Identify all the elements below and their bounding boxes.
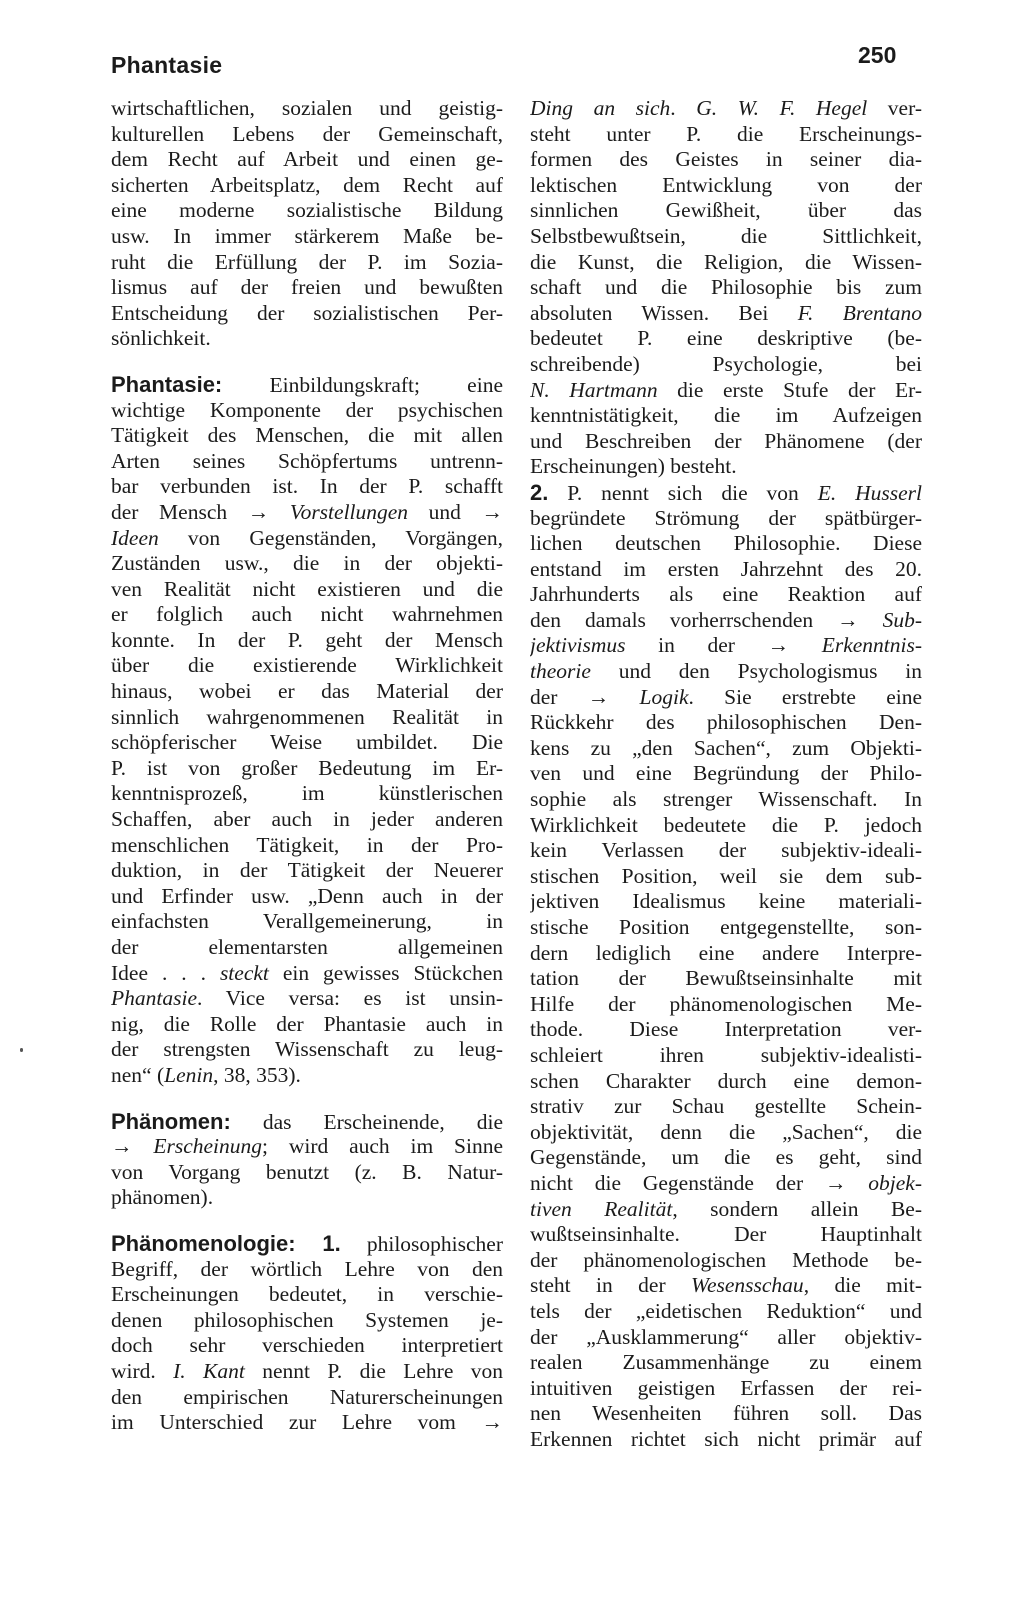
line-text: kens zu „den Sachen“, zum Objekti- xyxy=(530,735,922,760)
text-line xyxy=(111,449,503,475)
text-line xyxy=(530,378,922,404)
text-line xyxy=(530,608,922,634)
right-text-column xyxy=(530,96,922,1452)
line-text: Zuständen usw., die in der objekti- xyxy=(111,551,503,576)
line-text: entstand im ersten Jahrzehnt des 20. xyxy=(530,556,922,581)
text-line xyxy=(111,526,503,552)
line-text: Einbildungskraft; eine xyxy=(222,372,503,397)
line-text: im Unterschied zur Lehre vom → xyxy=(111,1410,503,1435)
text-line xyxy=(111,756,503,782)
line-text: Idee . . . steckt ein gewisses Stückchen xyxy=(111,960,503,985)
text-line xyxy=(530,173,922,199)
line-text: kein Verlassen der subjektiv-ideali- xyxy=(530,838,922,863)
line-text: doch sehr verschieden interpretiert xyxy=(111,1333,503,1358)
text-line xyxy=(111,372,503,398)
line-text: der phänomenologischen Methode be- xyxy=(530,1247,922,1272)
text-line xyxy=(530,147,922,173)
line-text: dem Recht auf Arbeit und einen ge- xyxy=(111,147,503,172)
line-text: Jahrhunderts als eine Reaktion auf xyxy=(530,582,922,607)
text-line xyxy=(530,1094,922,1120)
text-line xyxy=(111,423,503,449)
text-line xyxy=(111,147,503,173)
text-line xyxy=(111,275,503,301)
text-line xyxy=(530,1043,922,1069)
entry-headword: Phantasie: xyxy=(111,371,223,397)
text-line xyxy=(111,474,503,500)
line-text: lektischen Entwicklung von der xyxy=(530,172,922,197)
line-text: kulturellen Lebens der Gemeinschaft, xyxy=(111,121,503,146)
line-text: Erscheinungen bedeutet, in verschie- xyxy=(111,1282,503,1307)
line-text: nen“ (Lenin, 38, 353). xyxy=(111,1062,301,1087)
line-text: Ding an sich. G. W. F. Hegel ver- xyxy=(530,96,922,120)
line-text: tation der Bewußtseinsinhalte mit xyxy=(530,966,922,991)
line-text: Schaffen, aber auch in jeder anderen xyxy=(111,807,503,832)
line-text: Phantasie. Vice versa: es ist unsin- xyxy=(111,986,503,1011)
text-line xyxy=(111,1134,503,1160)
text-line xyxy=(111,1109,503,1135)
text-line xyxy=(530,480,922,506)
text-line xyxy=(111,398,503,424)
text-line xyxy=(111,224,503,250)
text-line xyxy=(111,1037,503,1063)
text-line xyxy=(111,96,503,122)
line-text: einfachsten Verallgemeinerung, in xyxy=(111,909,503,934)
line-text: von Vorgang benutzt (z. B. Natur- xyxy=(111,1159,503,1184)
text-line xyxy=(530,224,922,250)
line-text: Ideen von Gegenständen, Vorgängen, xyxy=(111,525,503,550)
line-text: die Kunst, die Religion, die Wissen- xyxy=(530,249,922,274)
entry-headword: Phänomen: xyxy=(111,1108,231,1134)
entry-headword: 2. xyxy=(530,479,549,505)
text-line xyxy=(111,909,503,935)
line-text: stischen Position, weil sie dem sub- xyxy=(530,863,922,888)
line-text: schaft und die Philosophie bis zum xyxy=(530,275,922,300)
line-text: der Mensch → Vorstellungen und → xyxy=(111,499,503,524)
text-line xyxy=(530,1427,922,1453)
line-text: tiven Realität, sondern allein Be- xyxy=(530,1196,922,1221)
line-text: den empirischen Naturerscheinungen xyxy=(111,1384,503,1409)
line-text: lismus auf der freien und bewußten xyxy=(111,275,503,300)
text-line xyxy=(530,1145,922,1171)
line-text: der strengsten Wissenschaft zu leug- xyxy=(111,1037,503,1062)
text-line xyxy=(530,1376,922,1402)
text-line xyxy=(530,736,922,762)
line-text: realen Zusammenhänge zu einem xyxy=(530,1350,922,1375)
line-text: er folglich auch nicht wahrnehmen xyxy=(111,602,503,627)
line-text: stische Position entgegenstellte, son- xyxy=(530,915,922,939)
text-line xyxy=(111,500,503,526)
text-line xyxy=(111,1333,503,1359)
line-text: jektivismus in der → Erkenntnis- xyxy=(530,633,922,658)
line-text: hinaus, wobei er das Material der xyxy=(111,679,503,704)
text-line xyxy=(111,198,503,224)
text-line xyxy=(111,1231,503,1257)
text-line xyxy=(111,807,503,833)
text-line xyxy=(111,730,503,756)
text-line xyxy=(530,889,922,915)
text-line xyxy=(530,1248,922,1274)
text-line xyxy=(530,915,922,941)
line-text: nig, die Rolle der Phantasie auch in xyxy=(111,1011,503,1036)
line-text: Arten seines Schöpfertums untrenn- xyxy=(111,448,503,473)
line-text: wird. I. Kant nennt P. die Lehre von xyxy=(111,1358,503,1383)
paragraph-gap xyxy=(111,352,503,372)
text-line xyxy=(111,628,503,654)
text-line xyxy=(111,173,503,199)
text-line xyxy=(111,326,503,352)
line-text: theorie und den Psychologismus in xyxy=(530,659,922,684)
line-text: P. nennt sich die von E. Husserl xyxy=(548,480,922,505)
line-text: steht in der Wesensschau, die mit- xyxy=(530,1273,922,1298)
text-line xyxy=(530,454,922,480)
line-text: das Erscheinende, die xyxy=(230,1109,503,1134)
text-line xyxy=(111,781,503,807)
text-line xyxy=(111,602,503,628)
text-line xyxy=(530,787,922,813)
paragraph-gap xyxy=(111,1211,503,1231)
line-text: dern lediglich eine andere Interpre- xyxy=(530,940,922,965)
line-text: schleiert ihren subjektiv-idealisti- xyxy=(530,1042,922,1067)
page-number: 250 xyxy=(858,42,897,68)
text-line xyxy=(530,710,922,736)
line-text: intuitiven geistigen Erfassen der rei- xyxy=(530,1375,922,1400)
line-text: usw. In immer stärkerem Maße be- xyxy=(111,223,503,248)
line-text: philosophischer xyxy=(340,1231,503,1256)
line-text: phänomen). xyxy=(111,1185,214,1210)
page-header-title: Phantasie xyxy=(111,52,223,78)
line-text: jektiven Idealismus keine materiali- xyxy=(530,889,922,914)
line-text: sophie als strenger Wissenschaft. In xyxy=(530,787,922,812)
text-line xyxy=(530,96,922,122)
text-line xyxy=(530,326,922,352)
line-text: sinnlichen Gewißheit, über das xyxy=(530,198,922,223)
text-line xyxy=(111,833,503,859)
text-line xyxy=(530,1017,922,1043)
line-text: ruht die Erfüllung der P. im Sozia- xyxy=(111,249,503,274)
line-text: ven Realität nicht existieren und die xyxy=(111,576,503,601)
text-line xyxy=(111,1359,503,1385)
text-line xyxy=(111,1160,503,1186)
text-line xyxy=(111,577,503,603)
text-line xyxy=(111,679,503,705)
text-line xyxy=(530,1401,922,1427)
text-line xyxy=(111,653,503,679)
line-text: wirtschaftlichen, sozialen und geistig- xyxy=(111,96,503,120)
line-text: wichtige Komponente der psychischen xyxy=(111,397,503,422)
line-text: wußtseinsinhalte. Der Hauptinhalt xyxy=(530,1222,922,1247)
text-line xyxy=(530,557,922,583)
text-line xyxy=(111,551,503,577)
line-text: nen Wesenheiten führen soll. Das xyxy=(530,1401,922,1426)
line-text: sinnlich wahrgenommenen Realität in xyxy=(111,704,503,729)
line-text: objektivität, denn die „Sachen“, die xyxy=(530,1119,922,1144)
text-line xyxy=(530,1273,922,1299)
text-line xyxy=(530,506,922,532)
text-line xyxy=(530,122,922,148)
text-line xyxy=(111,1410,503,1436)
text-line xyxy=(530,992,922,1018)
text-line xyxy=(111,1012,503,1038)
text-line xyxy=(530,1350,922,1376)
text-line xyxy=(111,986,503,1012)
line-text: lichen deutschen Philosophie. Diese xyxy=(530,531,922,556)
text-line xyxy=(530,761,922,787)
text-line xyxy=(530,685,922,711)
text-line xyxy=(530,198,922,224)
line-text: ven und eine Begründung der Philo- xyxy=(530,761,922,786)
line-text: bar verbunden ist. In der P. schafft xyxy=(111,474,503,499)
text-line xyxy=(530,275,922,301)
left-text-column xyxy=(111,96,503,1436)
text-line xyxy=(530,1299,922,1325)
text-line xyxy=(111,1185,503,1211)
line-text: P. ist von großer Bedeutung im Er- xyxy=(111,755,503,780)
line-text: Rückkehr des philosophischen Den- xyxy=(530,710,922,735)
line-text: Begriff, der wörtlich Lehre von den xyxy=(111,1256,503,1281)
text-line xyxy=(530,1197,922,1223)
text-line xyxy=(111,961,503,987)
line-text: Gegenstände, um die es geht, sind xyxy=(530,1145,922,1170)
text-line xyxy=(111,884,503,910)
text-line xyxy=(111,122,503,148)
text-line xyxy=(530,659,922,685)
line-text: bedeutet P. eine deskriptive (be- xyxy=(530,326,922,351)
text-line xyxy=(111,705,503,731)
line-text: Tätigkeit des Menschen, die mit allen xyxy=(111,423,503,448)
text-line xyxy=(530,941,922,967)
text-line xyxy=(530,531,922,557)
line-text: formen des Geistes in seiner dia- xyxy=(530,147,922,172)
text-line xyxy=(530,1120,922,1146)
line-text: Erkennen richtet sich nicht primär auf xyxy=(530,1426,922,1451)
text-line xyxy=(111,858,503,884)
text-line xyxy=(530,429,922,455)
line-text: nicht die Gegenstände der → objek- xyxy=(530,1170,922,1195)
text-line xyxy=(530,838,922,864)
text-line xyxy=(530,633,922,659)
line-text: eine moderne sozialistische Bildung xyxy=(111,198,503,223)
text-line xyxy=(530,403,922,429)
line-text: N. Hartmann die erste Stufe der Er- xyxy=(530,377,922,402)
line-text: menschlichen Tätigkeit, in der Pro- xyxy=(111,832,503,857)
line-text: der elementarsten allgemeinen xyxy=(111,935,503,959)
line-text: strativ zur Schau gestellte Schein- xyxy=(530,1094,922,1119)
text-line xyxy=(111,301,503,327)
text-line xyxy=(111,1063,503,1089)
line-text: und Erfinder usw. „Denn auch in der xyxy=(111,883,503,908)
text-line xyxy=(111,1385,503,1411)
text-line xyxy=(530,864,922,890)
line-text: Erscheinungen) besteht. xyxy=(530,454,737,479)
line-text: sicherten Arbeitsplatz, dem Recht auf xyxy=(111,172,503,197)
line-text: denen philosophischen Systemen je- xyxy=(111,1307,503,1332)
line-text: der → Logik. Sie erstrebte eine xyxy=(530,684,922,709)
line-text: absoluten Wissen. Bei F. Brentano xyxy=(530,300,922,325)
line-text: schreibende) Psychologie, bei xyxy=(530,351,922,376)
paragraph-gap xyxy=(111,1089,503,1109)
line-text: schen Charakter durch eine demon- xyxy=(530,1068,922,1093)
text-line xyxy=(111,1308,503,1334)
text-line xyxy=(111,250,503,276)
text-line xyxy=(530,582,922,608)
line-text: den damals vorherrschenden → Sub- xyxy=(530,607,922,632)
line-text: Entscheidung der sozialistischen Per- xyxy=(111,300,503,325)
line-text: konnte. In der P. geht der Mensch xyxy=(111,627,503,652)
line-text: thode. Diese Interpretation ver- xyxy=(530,1017,922,1042)
line-text: der „Ausklammerung“ aller objektiv- xyxy=(530,1324,922,1349)
line-text: Hilfe der phänomenologischen Me- xyxy=(530,991,922,1016)
text-line xyxy=(530,966,922,992)
text-line xyxy=(111,1282,503,1308)
text-line xyxy=(111,1257,503,1283)
text-line xyxy=(530,1325,922,1351)
line-text: kenntnistätigkeit, die im Aufzeigen xyxy=(530,403,922,428)
line-text: duktion, in der Tätigkeit der Neuerer xyxy=(111,858,503,883)
text-line xyxy=(530,1222,922,1248)
line-text: über die existierende Wirklichkeit xyxy=(111,653,503,678)
line-text: Wirklichkeit bedeutete die P. jedoch xyxy=(530,812,922,837)
line-text: und Beschreiben der Phänomene (der xyxy=(530,428,922,453)
scan-speck xyxy=(20,1048,23,1052)
text-line xyxy=(530,1171,922,1197)
line-text: kenntnisprozeß, im künstlerischen xyxy=(111,781,503,806)
text-line xyxy=(530,813,922,839)
line-text: steht unter P. die Erscheinungs- xyxy=(530,121,922,146)
text-line xyxy=(530,301,922,327)
text-line xyxy=(530,1069,922,1095)
line-text: begründete Strömung der spätbürger- xyxy=(530,505,922,530)
line-text: tels der „eidetischen Reduktion“ und xyxy=(530,1298,922,1323)
line-text: sönlichkeit. xyxy=(111,326,211,351)
text-line xyxy=(530,250,922,276)
line-text: Selbstbewußtsein, die Sittlichkeit, xyxy=(530,223,922,248)
line-text: → Erscheinung; wird auch im Sinne xyxy=(111,1134,503,1159)
entry-headword: Phänomenologie: 1. xyxy=(111,1230,341,1256)
text-line xyxy=(530,352,922,378)
text-line xyxy=(111,935,503,961)
line-text: schöpferischer Weise umbildet. Die xyxy=(111,730,503,755)
